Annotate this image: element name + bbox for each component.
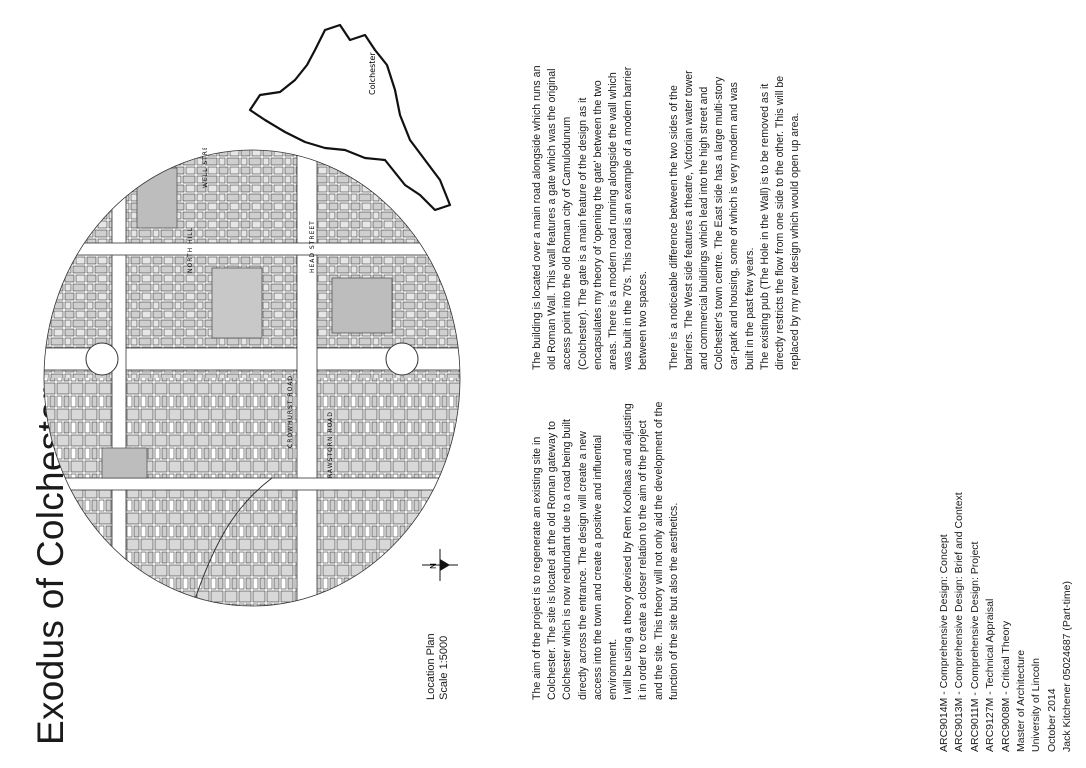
credit-line: ARC9127M - Technical Appraisal [984, 598, 997, 752]
street-label-rawstorn-road: RAWSTORN ROAD [327, 411, 334, 478]
compass-icon [420, 545, 460, 585]
county-outline-svg [225, 20, 465, 230]
paragraph-difference: There is a noticeable difference between the two sides of the barriers. The West side features a theatre, Victorian water tower and commercial buildings which lead into the high street and Colchester's town centre. The East side has a large multi-story car-park and housing, some of which is very modern and was built in the past few years. [667, 70, 756, 370]
paragraph-pub: The existing pub (The Hole in the Wall) is to be removed as it directly restricts the flow from one side to the other. This will be replaced by my new design which would open up area. [758, 75, 802, 370]
page-title: Exodus of Colchester [30, 387, 71, 745]
street-label-north-hill: NORTH HILL [187, 227, 194, 273]
street-label-crowhurst-road: CROWHURST ROAD [287, 375, 294, 448]
location-plan-label: Location Plan [425, 633, 437, 700]
street-label-head-street: HEAD STREET [309, 220, 316, 273]
credit-line: Master of Architecture [1015, 649, 1028, 752]
credit-line: ARC9014M - Comprehensive Design: Concept [938, 534, 950, 752]
credit-line: ARC9008M - Critical Theory [999, 620, 1012, 752]
location-plan-scale: Scale 1:5000 [438, 635, 450, 700]
credits-block [937, 452, 1076, 752]
location-plan-caption [425, 633, 451, 700]
credit-line: October 2014 [1045, 688, 1058, 752]
county-map-label: Colchester [368, 52, 377, 95]
credit-line: ARC9011M - Comprehensive Design: Project [968, 541, 981, 752]
paragraph-aim: The aim of the project is to regenerate an existing site in Colchester. The site is located at the old Roman gateway to Colchester which is now redundant due to a road being built directly across the entrance. The design will create a new access into the town and create a positive and influential environment. [531, 419, 620, 700]
text-column-site [530, 60, 803, 370]
north-compass [420, 545, 460, 585]
credit-line: ARC9013M - Comprehensive Design: Brief and Context [953, 492, 966, 752]
credit-line: Jack Kitchener 05024687 (Part-time) [1061, 581, 1074, 752]
paragraph-building: The building is located over a main road alongside which runs an old Roman Wall. This wall features a gate which was the original access point into the old Roman city of Camulodunum (Colchester). The gate is a main feature of the design as it encapsulates my theory of 'opening the gate' between the two areas. There is a modern road running alongside the wall which was built in the 70's. This road is an example of a modern barrier between two spaces. [531, 65, 650, 370]
street-label-well-street: WELL STREET [202, 148, 209, 188]
paragraph-theory: I will be using a theory devised by Rem Koolhaas and adjusting it in order to create a closer relation to the aim of the project and the site. This theory will not only aid the development of the function of the site but also the aesthetics. [622, 401, 680, 700]
credit-line: University of Lincoln [1030, 658, 1043, 752]
text-column-aim [530, 400, 682, 700]
compass-north-label: N [429, 563, 438, 569]
county-map [225, 20, 465, 230]
